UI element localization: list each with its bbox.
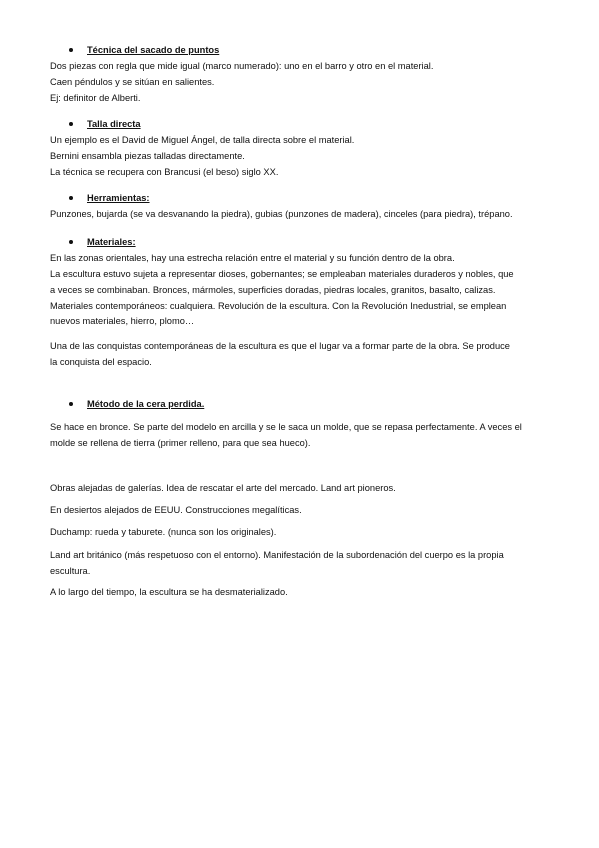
text-line: Caen péndulos y se sitúan en salientes. — [50, 77, 215, 87]
heading-materiales: Materiales: — [87, 237, 136, 247]
text-line: Land art británico (más respetuoso con el entorno). Manifestación de la subordenación del cuerpo es la propia — [50, 550, 504, 560]
text-line: Una de las conquistas contemporáneas de la escultura es que el lugar va a formar parte de la obra. Se produce — [50, 341, 510, 351]
text-line: Un ejemplo es el David de Miguel Ángel, de talla directa sobre el material. — [50, 135, 355, 145]
text-line: Se hace en bronce. Se parte del modelo en arcilla y se le saca un molde, que se repasa perfectamente. A veces el — [50, 422, 522, 432]
text-line: Obras alejadas de galerías. Idea de rescatar el arte del mercado. Land art pioneros. — [50, 483, 396, 493]
text-line: La escultura estuvo sujeta a representar dioses, gobernantes; se empleaban materiales duraderos y nobles, que — [50, 269, 514, 279]
heading-herramientas: Herramientas: — [87, 193, 150, 203]
text-line: nuevos materiales, hierro, plomo… — [50, 316, 195, 326]
text-line: En desiertos alejados de EEUU. Construcciones megalíticas. — [50, 505, 302, 515]
text-line: La técnica se recupera con Brancusi (el beso) siglo XX. — [50, 167, 279, 177]
text-line: la conquista del espacio. — [50, 357, 152, 367]
bullet-icon — [69, 48, 73, 52]
bullet-icon — [69, 402, 73, 406]
text-line: Punzones, bujarda (se va desvanando la piedra), gubias (punzones de madera), cinceles (para piedra), trépano. — [50, 209, 513, 219]
text-line: A lo largo del tiempo, la escultura se ha desmaterializado. — [50, 587, 288, 597]
text-line: molde se rellena de tierra (primer relleno, para que sea hueco). — [50, 438, 311, 448]
text-line: Dos piezas con regla que mide igual (marco numerado): uno en el barro y otro en el material. — [50, 61, 434, 71]
bullet-icon — [69, 122, 73, 126]
text-line: Ej: definitor de Alberti. — [50, 93, 141, 103]
bullet-icon — [69, 196, 73, 200]
text-line: a veces se combinaban. Bronces, mármoles, superficies doradas, piedras locales, granitos, basalto, calizas. — [50, 285, 496, 295]
heading-cera-perdida: Método de la cera perdida. — [87, 399, 205, 409]
text-line: Materiales contemporáneos: cualquiera. Revolución de la escultura. Con la Revolución Inedustrial, se emplean — [50, 301, 507, 311]
heading-sacado-de-puntos: Técnica del sacado de puntos — [87, 45, 220, 55]
text-line: Duchamp: rueda y taburete. (nunca son los originales). — [50, 527, 277, 537]
heading-talla-directa: Talla directa — [87, 119, 141, 129]
bullet-icon — [69, 240, 73, 244]
text-line: escultura. — [50, 566, 91, 576]
text-line: Bernini ensambla piezas talladas directamente. — [50, 151, 245, 161]
text-line: En las zonas orientales, hay una estrecha relación entre el material y su función dentro de la obra. — [50, 253, 455, 263]
